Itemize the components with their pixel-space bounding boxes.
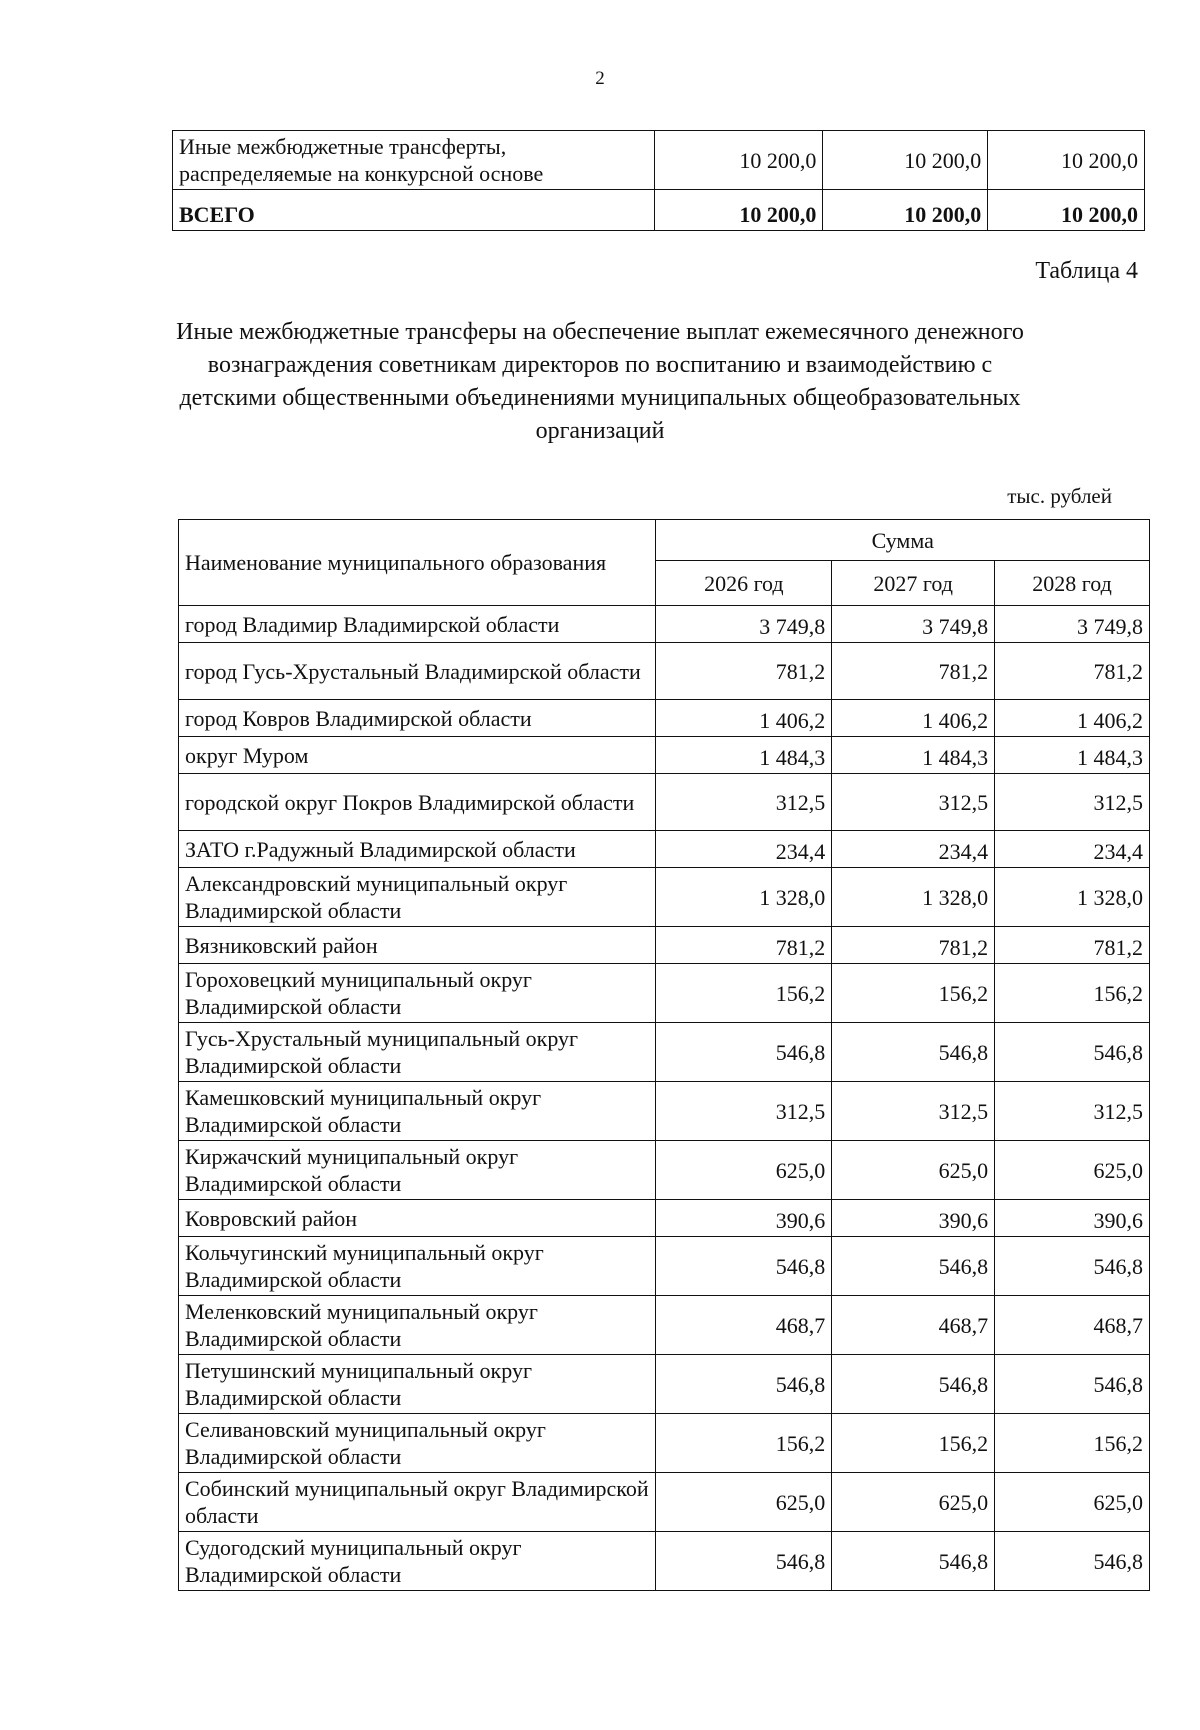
amount-cell: 625,0 — [832, 1141, 995, 1200]
table-row — [179, 831, 1150, 868]
amount-cell: 1 484,3 — [995, 737, 1150, 774]
amount-cell: 1 484,3 — [656, 737, 832, 774]
amount-cell: 234,4 — [832, 831, 995, 868]
amount-cell: 156,2 — [995, 964, 1150, 1023]
amount-cell: 781,2 — [832, 927, 995, 964]
amount-cell: 625,0 — [995, 1473, 1150, 1532]
distribution-table — [178, 519, 1150, 1591]
amount-cell: 468,7 — [656, 1296, 832, 1355]
municipality-name: городской округ Покров Владимирской области — [179, 774, 656, 831]
amount-cell: 546,8 — [832, 1237, 995, 1296]
amount-cell: 312,5 — [832, 774, 995, 831]
amount-cell: 3 749,8 — [832, 606, 995, 643]
table-row — [179, 1200, 1150, 1237]
amount-cell: 546,8 — [656, 1023, 832, 1082]
table-row — [179, 927, 1150, 964]
municipality-name: Петушинский муниципальный округ Владимирской области — [179, 1355, 656, 1414]
amount-cell: 390,6 — [656, 1200, 832, 1237]
value-2026: 10 200,0 — [655, 131, 823, 190]
amount-cell: 625,0 — [832, 1473, 995, 1532]
table-title: Иные межбюджетные трансферы на обеспечение выплат ежемесячного денежного вознаграждения советникам директоров по воспитанию и взаимодействию с детскими общественными объединениями муниципальных общеобразовательных организаций — [176, 319, 1024, 444]
amount-cell: 312,5 — [832, 1082, 995, 1141]
amount-cell: 156,2 — [656, 1414, 832, 1473]
amount-cell: 1 484,3 — [832, 737, 995, 774]
amount-cell: 1 328,0 — [995, 868, 1150, 927]
amount-cell: 3 749,8 — [656, 606, 832, 643]
municipality-name: Селивановский муниципальный округ Владимирской области — [179, 1414, 656, 1473]
table-row — [179, 700, 1150, 737]
row-name: Иные межбюджетные трансферты, распределяемые на конкурсной основе — [173, 131, 655, 190]
amount-cell: 156,2 — [832, 964, 995, 1023]
amount-cell: 546,8 — [832, 1532, 995, 1591]
amount-cell: 156,2 — [995, 1414, 1150, 1473]
amount-cell: 781,2 — [995, 643, 1150, 700]
municipality-name: ЗАТО г.Радужный Владимирской области — [179, 831, 656, 868]
table-row — [179, 1023, 1150, 1082]
amount-cell: 546,8 — [656, 1355, 832, 1414]
municipality-name: город Владимир Владимирской области — [179, 606, 656, 643]
header-sum: Сумма — [656, 520, 1150, 561]
header-year-2028: 2028 год — [995, 561, 1150, 606]
amount-cell: 468,7 — [995, 1296, 1150, 1355]
table-row — [179, 1082, 1150, 1141]
table-row — [179, 1237, 1150, 1296]
amount-cell: 781,2 — [832, 643, 995, 700]
header-name: Наименование муниципального образования — [179, 520, 656, 606]
amount-cell: 781,2 — [656, 927, 832, 964]
total-2027: 10 200,0 — [823, 190, 988, 231]
amount-cell: 1 406,2 — [995, 700, 1150, 737]
value-2027: 10 200,0 — [823, 131, 988, 190]
amount-cell: 625,0 — [656, 1473, 832, 1532]
amount-cell: 312,5 — [995, 1082, 1150, 1141]
amount-cell: 781,2 — [656, 643, 832, 700]
total-label: ВСЕГО — [173, 190, 655, 231]
amount-cell: 1 406,2 — [832, 700, 995, 737]
municipality-name: Гусь-Хрустальный муниципальный округ Владимирской области — [179, 1023, 656, 1082]
municipality-name: Собинский муниципальный округ Владимирской области — [179, 1473, 656, 1532]
table-row — [179, 643, 1150, 700]
table-row — [179, 868, 1150, 927]
municipality-name: Камешковский муниципальный округ Владимирской области — [179, 1082, 656, 1141]
amount-cell: 625,0 — [995, 1141, 1150, 1200]
table-row — [179, 737, 1150, 774]
amount-cell: 546,8 — [995, 1237, 1150, 1296]
amount-cell: 546,8 — [656, 1532, 832, 1591]
municipality-name: Гороховецкий муниципальный округ Владимирской области — [179, 964, 656, 1023]
table-row — [179, 606, 1150, 643]
amount-cell: 546,8 — [832, 1355, 995, 1414]
page-number: 2 — [595, 68, 605, 89]
amount-cell: 546,8 — [995, 1355, 1150, 1414]
amount-cell: 390,6 — [995, 1200, 1150, 1237]
header-row — [179, 520, 1150, 561]
municipality-name: Александровский муниципальный округ Владимирской области — [179, 868, 656, 927]
amount-cell: 1 328,0 — [832, 868, 995, 927]
amount-cell: 156,2 — [832, 1414, 995, 1473]
total-2028: 10 200,0 — [988, 190, 1145, 231]
amount-cell: 546,8 — [995, 1532, 1150, 1591]
municipality-name: Вязниковский район — [179, 927, 656, 964]
municipality-name: город Гусь-Хрустальный Владимирской области — [179, 643, 656, 700]
table-row — [173, 131, 1145, 190]
amount-cell: 234,4 — [995, 831, 1150, 868]
table-row — [179, 1414, 1150, 1473]
amount-cell: 1 406,2 — [656, 700, 832, 737]
table-row — [179, 1355, 1150, 1414]
amount-cell: 312,5 — [656, 774, 832, 831]
municipality-name: Киржачский муниципальный округ Владимирской области — [179, 1141, 656, 1200]
amount-cell: 3 749,8 — [995, 606, 1150, 643]
header-year-2027: 2027 год — [832, 561, 995, 606]
transfers-summary-table — [172, 130, 1145, 231]
amount-cell: 390,6 — [832, 1200, 995, 1237]
amount-cell: 312,5 — [995, 774, 1150, 831]
amount-cell: 546,8 — [832, 1023, 995, 1082]
total-row — [173, 190, 1145, 231]
amount-cell: 234,4 — [656, 831, 832, 868]
municipality-name: округ Муром — [179, 737, 656, 774]
header-year-2026: 2026 год — [656, 561, 832, 606]
amount-cell: 312,5 — [656, 1082, 832, 1141]
amount-cell: 468,7 — [832, 1296, 995, 1355]
total-2026: 10 200,0 — [655, 190, 823, 231]
table-row — [179, 774, 1150, 831]
amount-cell: 781,2 — [995, 927, 1150, 964]
amount-cell: 546,8 — [656, 1237, 832, 1296]
table-row — [179, 1141, 1150, 1200]
value-2028: 10 200,0 — [988, 131, 1145, 190]
municipality-name: Судогодский муниципальный округ Владимирской области — [179, 1532, 656, 1591]
municipality-name: город Ковров Владимирской области — [179, 700, 656, 737]
municipality-name: Кольчугинский муниципальный округ Владимирской области — [179, 1237, 656, 1296]
amount-cell: 1 328,0 — [656, 868, 832, 927]
amount-cell: 625,0 — [656, 1141, 832, 1200]
amount-cell: 156,2 — [656, 964, 832, 1023]
table-row — [179, 964, 1150, 1023]
unit-label: тыс. рублей — [1007, 484, 1112, 508]
amount-cell: 546,8 — [995, 1023, 1150, 1082]
table-row — [179, 1532, 1150, 1591]
table-row — [179, 1473, 1150, 1532]
table-row — [179, 1296, 1150, 1355]
municipality-name: Ковровский район — [179, 1200, 656, 1237]
table-label: Таблица 4 — [1035, 258, 1138, 284]
municipality-name: Меленковский муниципальный округ Владимирской области — [179, 1296, 656, 1355]
